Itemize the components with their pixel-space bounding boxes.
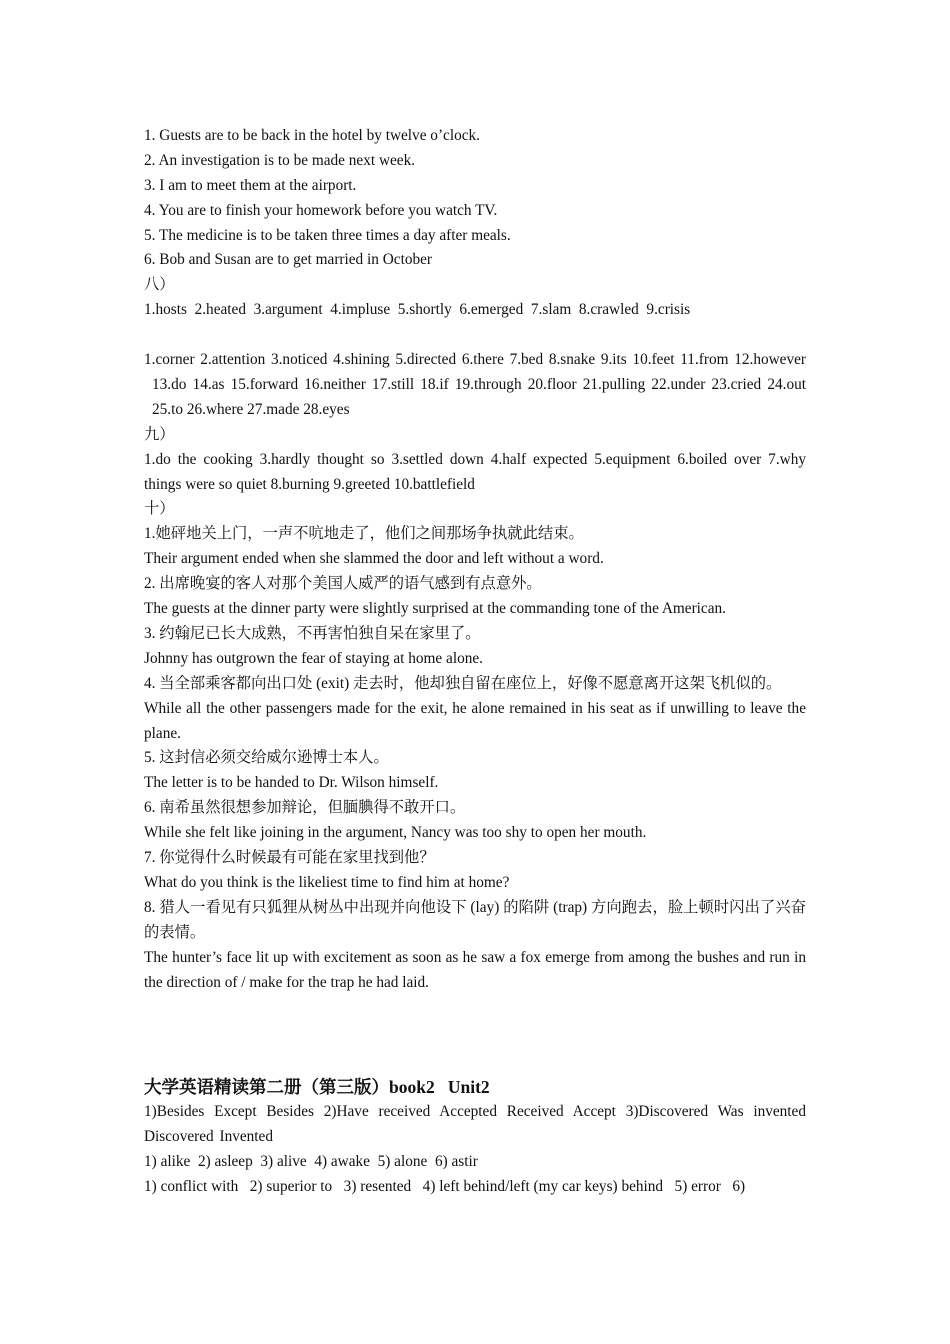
section-9-answers: 1.do the cooking 3.hardly thought so 3.settled down 4.half expected 5.equipment 6.boiled over 7.why things were so quiet 8.burning 9.greeted 10.battlefield	[144, 450, 806, 493]
translation-en: The hunter’s face lit up with excitement as soon as he saw a fox emerge from among the bushes and run in the direction of / make for the trap he had laid.	[144, 948, 806, 991]
blank-line	[144, 323, 806, 348]
translation-zh: 3. 约翰尼已长大成熟，不再害怕独自呆在家里了。	[144, 624, 481, 642]
section-7-answers	[144, 124, 806, 273]
section-label-8: 八）	[144, 276, 175, 294]
blank-space	[144, 996, 806, 1071]
section-label-10: 十）	[144, 500, 175, 518]
translation-en: While she felt like joining in the argument, Nancy was too shy to open her mouth.	[144, 824, 647, 842]
document-page	[144, 124, 806, 1200]
translation-zh: 6. 南希虽然很想参加辩论，但腼腆得不敢开口。	[144, 799, 466, 817]
translation-zh: 4. 当全部乘客都向出口处 (exit) 走去时，他却独自留在座位上，好像不愿意离开这架飞机似的。	[144, 674, 782, 692]
translation-en: While all the other passengers made for the exit, he alone remained in his seat as if unwilling to leave the plane.	[144, 699, 806, 742]
answer-line: 2. An investigation is to be made next week.	[144, 151, 416, 169]
answer-line: 6. Bob and Susan are to get married in October	[144, 251, 433, 269]
translation-en: What do you think is the likeliest time to find him at home?	[144, 874, 510, 892]
unit2-answers-3: 1) conflict with 2) superior to 3) resented 4) left behind/left (my car keys) behind 5) error 6)	[144, 1177, 746, 1195]
translation-en: The guests at the dinner party were slightly surprised at the commanding tone of the American.	[144, 600, 726, 618]
translation-zh: 7. 你觉得什么时候最有可能在家里找到他？	[144, 849, 435, 867]
translation-zh: 5. 这封信必须交给威尔逊博士本人。	[144, 749, 389, 767]
section-8-cloze-answers: 1.corner 2.attention 3.noticed 4.shining 5.directed 6.there 7.bed 8.snake 9.its 10.feet 11.from 12.however 13.do 14.as 15.forward 16.neither 17.still 18.if 19.through 20.floor 21.pulling 22.under 23.cried 24.out 25.to 26.where 27.made 28.eyes	[144, 351, 806, 418]
section-8-vocab-answers: 1.hosts 2.heated 3.argument 4.impluse 5.shortly 6.emerged 7.slam 8.crawled 9.crisis	[144, 301, 691, 319]
translation-en: Their argument ended when she slammed the door and left without a word.	[144, 550, 604, 568]
answer-line: 4. You are to finish your homework before you watch TV.	[144, 201, 498, 219]
answer-line: 1. Guests are to be back in the hotel by twelve o’clock.	[144, 127, 481, 144]
translation-en: The letter is to be handed to Dr. Wilson himself.	[144, 774, 439, 792]
section-label-9: 九）	[144, 425, 175, 443]
answer-line: 5. The medicine is to be taken three times a day after meals.	[144, 226, 511, 244]
translation-list	[144, 522, 806, 995]
translation-zh: 1.她砰地关上门，一声不吭地走了，他们之间那场争执就此结束。	[144, 525, 584, 543]
unit2-heading: 大学英语精读第二册（第三版）book2 Unit2	[144, 1077, 490, 1098]
unit2-answers-1: 1)Besides Except Besides 2)Have received Accepted Received Accept 3)Discovered Was invented Discovered Invented	[144, 1103, 806, 1146]
translation-zh: 2. 出席晚宴的客人对那个美国人威严的语气感到有点意外。	[144, 575, 542, 593]
translation-zh: 8. 猎人一看见有只狐狸从树丛中出现并向他设下 (lay) 的陷阱 (trap) 方向跑去，脸上顿时闪出了兴奋的表情。	[144, 898, 806, 941]
translation-en: Johnny has outgrown the fear of staying at home alone.	[144, 649, 483, 667]
answer-line: 3. I am to meet them at the airport.	[144, 176, 357, 194]
unit2-answers-2: 1) alike 2) asleep 3) alive 4) awake 5) alone 6) astir	[144, 1153, 478, 1171]
